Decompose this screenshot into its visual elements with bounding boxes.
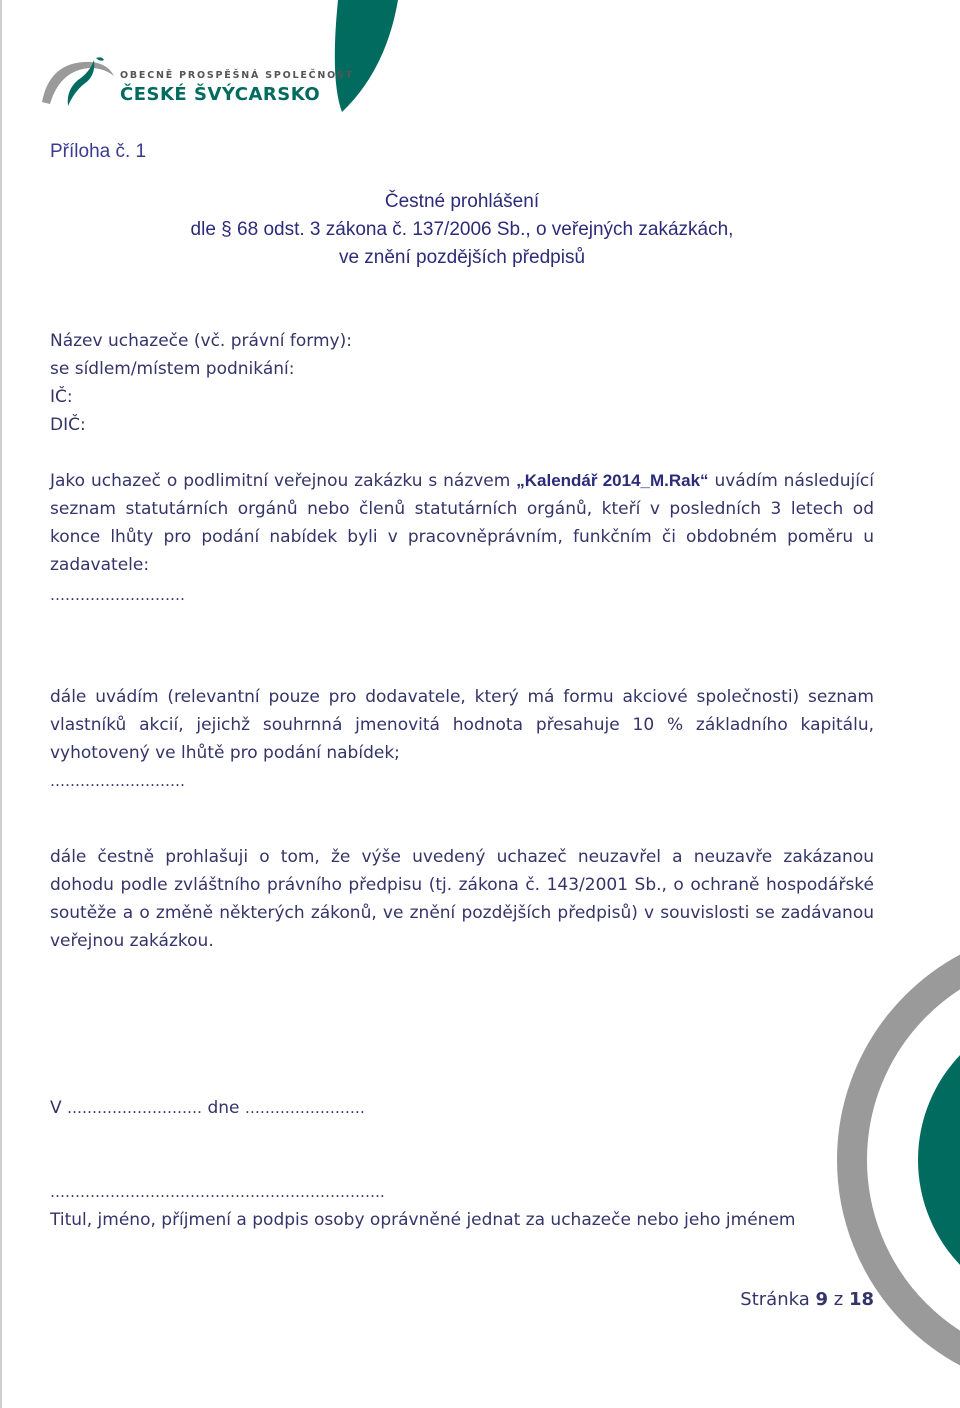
title-line-1: Čestné prohlášení (384, 191, 540, 212)
dots-line-2: ……………………… (50, 772, 185, 790)
date-prefix: dne (207, 1098, 240, 1118)
field-ic: IČ: (50, 387, 73, 407)
logo-organization-name: ČESKÉ ŠVÝCARSKO (120, 84, 321, 105)
dots-line-1: ……………………… (50, 586, 185, 604)
organization-logo (38, 54, 354, 114)
place-date-line (50, 1094, 365, 1122)
bottom-green-disc (918, 1008, 960, 1312)
logo-top-text: OBECNĚ PROSPĚŠNÁ SPOLEČNOST (120, 70, 354, 81)
paragraph-declaration: dále čestně prohlašuji o tom, že výše uvedený uchazeč neuzavřel a neuzavře zakázanou dohodu podle zvláštního právního předpisu (tj. zákona č. 143/2001 Sb., o ochraně hospodářské soutěže a o změně některých zákonů, ve znění pozdějších předpisů) v souvislosti se zadávanou veřejnou zakázkou. (50, 847, 874, 951)
field-applicant-name: Název uchazeče (vč. právní formy): (50, 331, 352, 351)
signature-dots: …………………………………………………………. (50, 1183, 385, 1201)
current-page: 9 (815, 1289, 829, 1310)
contract-name: „Kalendář 2014_M.Rak“ (516, 471, 709, 490)
paragraph-statutory-bodies (50, 467, 874, 579)
paragraph1-rest: uvádím následující seznam statutárních orgánů nebo členů statutárních orgánů, kteří v posledních 3 letech od konce lhůty pro podání nabídek byli v pracovněprávním, funkčním či obdobném poměru u zadavatele: (50, 471, 874, 575)
place-dots: ……………………… (67, 1099, 203, 1117)
title-line-3: ve znění pozdějších předpisů (338, 247, 586, 268)
of-word: z (833, 1289, 844, 1310)
place-prefix: V (50, 1098, 62, 1118)
field-seat: se sídlem/místem podnikání: (50, 359, 295, 379)
document-title (0, 188, 924, 272)
logo-swirl-icon (38, 54, 118, 110)
page-number (740, 1289, 874, 1310)
attachment-label: Příloha č. 1 (50, 141, 147, 162)
title-line-2: dle § 68 odst. 3 zákona č. 137/2006 Sb., o veřejných zakázkách, (190, 219, 734, 240)
page-word: Stránka (740, 1289, 810, 1310)
paragraph-shareholders: dále uvádím (relevantní pouze pro dodavatele, který má formu akciové společnosti) seznam vlastníků akcií, jejichž souhrnná jmenovitá hodnota přesahuje 10 % základního kapitálu, vyhotovený ve lhůtě pro podání nabídek; (50, 687, 874, 763)
field-dic: DIČ: (50, 415, 86, 435)
paragraph1-intro: Jako uchazeč o podlimitní veřejnou zakázku s názvem (50, 471, 517, 491)
top-green-arc (335, 0, 398, 112)
date-dots: …………………… (244, 1099, 365, 1117)
total-pages: 18 (848, 1289, 874, 1310)
signature-caption: Titul, jméno, příjmení a podpis osoby oprávněné jednat za uchazeče nebo jeho jménem (50, 1210, 796, 1230)
